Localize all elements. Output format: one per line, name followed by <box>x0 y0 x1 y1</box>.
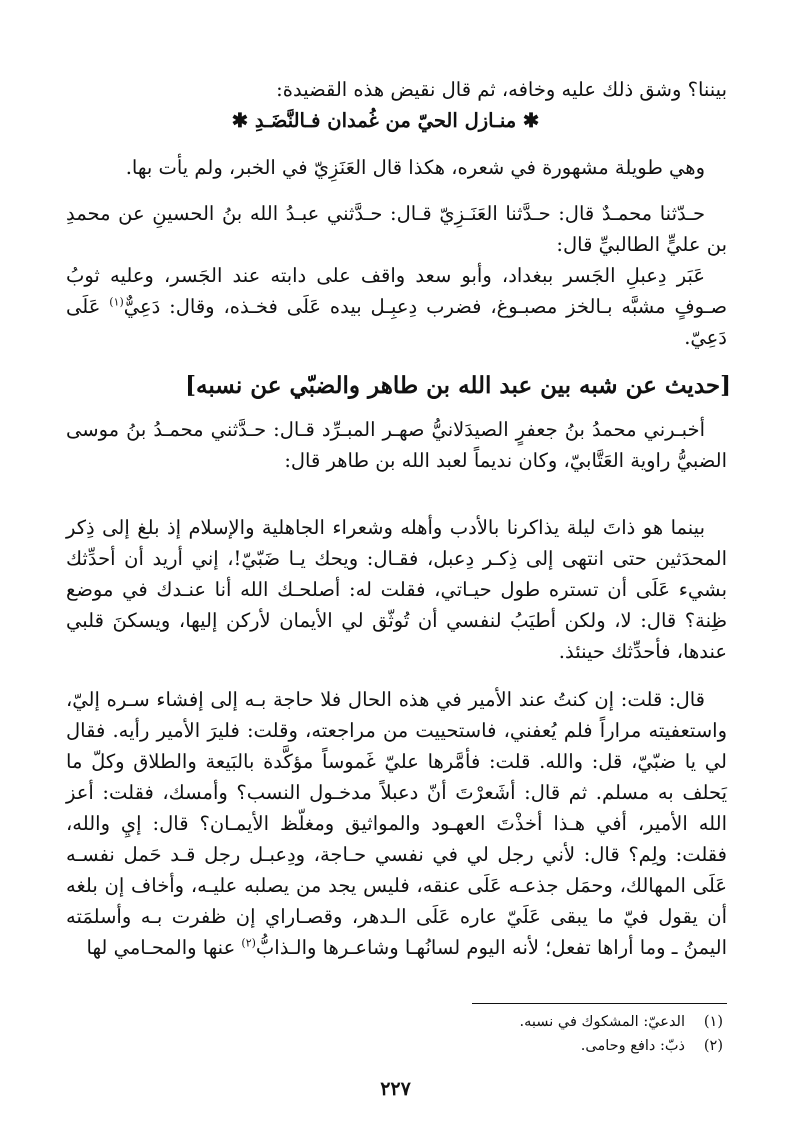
verse-text: ✱ منـازل الحيّ من غُمدان فـالنَّضَـدِ ✱ <box>231 109 540 132</box>
footnotes <box>300 1010 723 1058</box>
paragraph-conversation-2-tail: عنها والمحـامي لها <box>86 936 242 959</box>
footnote-number: (٢) <box>703 1038 723 1054</box>
footnote-divider <box>472 1003 727 1004</box>
paragraph-poem-note <box>66 152 727 183</box>
paragraph-isnad-2 <box>66 414 727 476</box>
footnote-ref-2[interactable]: (٢) <box>241 936 256 950</box>
paragraph-bridge-story <box>66 260 727 353</box>
paragraph-conversation-2 <box>66 684 727 963</box>
verse-line <box>160 105 611 136</box>
footnote-text: ذبّ: دافع وحامى. <box>580 1038 685 1054</box>
footnote-text: الدعيّ: المشكوك في نسبه. <box>519 1014 685 1030</box>
paragraph-isnad-2-text: أخبـرني محمدُ بنُ جعفرٍ الصيدَلانيُّ صهـر المبـرِّد قـال: حـدَّثني محمـدُ بنُ موسى الضبيُّ راوية العَتَّابيّ، وكان نديماً لعبد الله بن طاهر قال: <box>66 418 727 472</box>
paragraph-bridge-story-text: عَبَر دِعبلِ الجَسر ببغداد، وأبو سعد واقف على دابته عند الجَسر، وعليه ثوبُ صـوفٍ مشبَّه بـالخز مصبـوغ، فضرب دِعبِـل بيده عَلَى فخـذه، وقال: دَعِيٌّ <box>66 264 727 318</box>
paragraph-poem-note-text: وهي طويلة مشهورة في شعره، هكذا قال العَنَزِيّ في الخبر، ولم يأت بها. <box>125 156 705 179</box>
section-heading <box>66 368 731 404</box>
paragraph-bridge-story-tail: عَلَى دَعِيّ. <box>66 295 727 349</box>
paragraph-isnad-1-text: حـدّثنا محمـدٌ قال: حـدَّثنا العَنَـزِيّ قـال: حـدَّثني عبـدُ الله بنُ الحسينِ عن محمدِ بن عليٍّ الطالبيِّ قال: <box>66 202 727 256</box>
footnote-item <box>300 1034 723 1058</box>
paragraph-conversation-1 <box>66 512 727 667</box>
paragraph-conversation-2-text: قال: قلت: إن كنتُ عند الأمير في هذه الحال فلا حاجة بـه إلى إفشاء سـره إليّ، واستعفيته مراراً فلم يُعفني، فاستحييت من مراجعته، وقلت: فليرَ الأمير رأيه. فقال لي يا ضبّيّ، قل: والله. قلت: فأمَّرها عليّ غَموساً مؤكَّدة بالبَيعة والطلاق وكلّ ما يَحلف به مسلم. ثم قال: أشَعرْتَ أنّ دعبلاً مدخـول النسب؟ وأمسك، فقلت: أعز الله الأمير، أفي هـذا أخذْتَ العهـود والمواثيق ومغلّظ الأيمـان؟ قال: إيِ والله، فقلت: ولِم؟ قال: لأني رجل لي في نفسي حـاجة، ودِعبـل رجل قـد حَمل نفسـه عَلَى المهالك، وحمَل جذعـه عَلَى عنقه، فليس يجد من يصلبه عليـه، وأخاف إن بلغه أن يقول فيّ ما يبقى عَلَيّ عاره عَلَى الـدهر، وقصـاراي إن ظفرت بـه وأسلمَته اليمنُ ـ وما أراها تفعل؛ لأنه اليوم لسانُهـا وشاعـرها والـذابُّ <box>66 688 727 959</box>
footnote-ref-1[interactable]: (١) <box>109 295 124 309</box>
paragraph-conversation-1-text: بينما هو ذاتَ ليلة يذاكرنا بالأدب وأهله وشعراء الجاهلية والإسلام إذ بلغ إلى ذِكر المحدَثين حتى انتهى إلى ذِكـر دِعبل، فقـال: ويحك يـا ضَبّيّ!، إني أريد أن أحدِّثك بشيء عَلَى أن تستره طول حيـاتي، فقلت له: أصلحـك الله أنا عنـدك في موضع ظِنة؟ قال: لا، ولكن أطيَبُ لنفسي أن تُوثّق لي الأيمان لأركن إليها، ويسكنَ قلبي عندها، فأحدِّثك حينئذ. <box>66 516 727 663</box>
footnote-number: (١) <box>703 1014 723 1030</box>
section-heading-text: [حديث عن شبه بين عبد الله بن طاهر والضبّي عن نسبه] <box>185 372 731 399</box>
page-number: ٢٢٧ <box>380 1078 411 1100</box>
paragraph-isnad-1 <box>66 198 727 260</box>
footnote-item <box>300 1010 723 1034</box>
paragraph-intro <box>66 74 727 105</box>
paragraph-intro-text: بيننا؟ وشق ذلك عليه وخافه، ثم قال نقيض هذه القضيدة: <box>276 78 727 101</box>
